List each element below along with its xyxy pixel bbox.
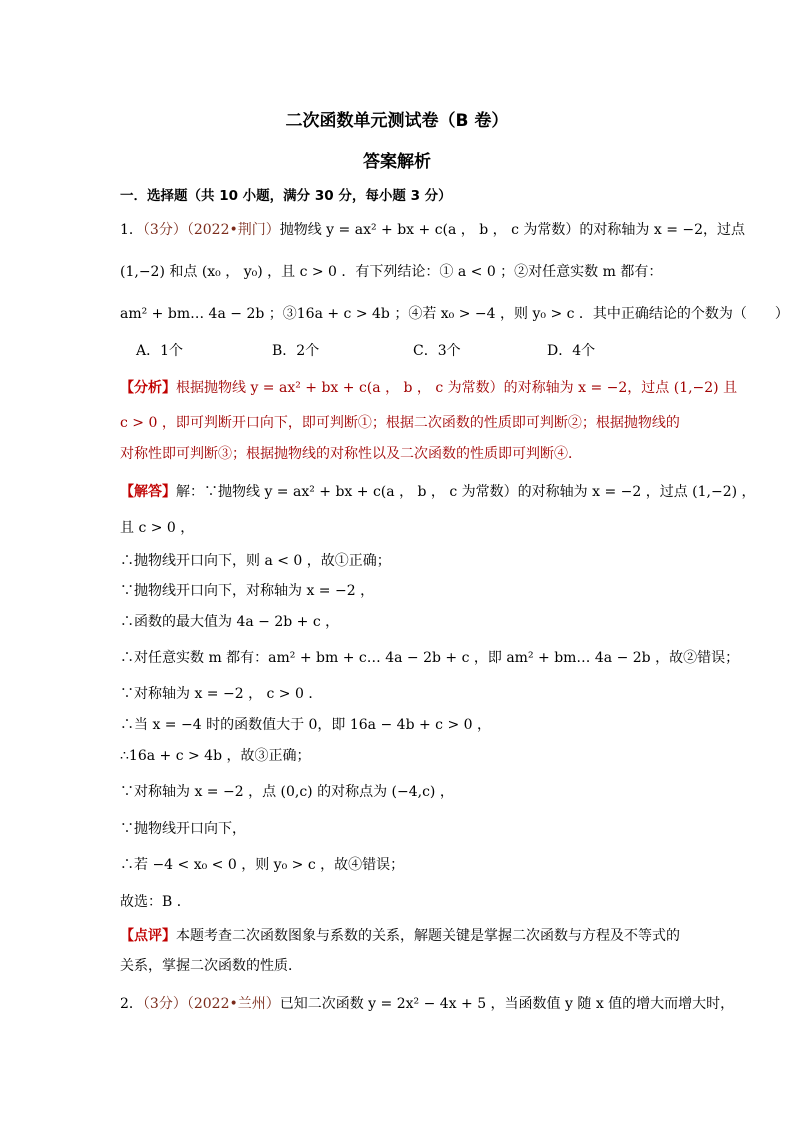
solution-line: ∴若 −4 < x₀ < 0 ，则 y₀ > c ，故④错误； xyxy=(120,857,405,873)
question-number: 2． xyxy=(120,996,143,1012)
comment-tag: 【点评】 xyxy=(120,928,176,944)
question-number: 1． xyxy=(120,222,143,238)
question-1-line-3: am² + bm… 4a − 2b ；③16a + c > 4b ；④若 x₀ > −4 ，则 y₀ > c ．其中正确结论的个数为（ ） xyxy=(120,306,789,322)
solution-line: ∴当 x = −4 时的函数值大于 0，即 16a − 4b + c > 0 ， xyxy=(120,717,491,733)
question-score: （3分） xyxy=(142,996,187,1012)
solution-line: ∴16a + c > 4b ，故③正确； xyxy=(120,748,311,764)
analysis-text: 根据抛物线 y = ax² + bx + c(a ， b ， c 为常数）的对称轴为 x = −2，过点 (1,−2) 且 xyxy=(176,380,738,396)
question-1-options xyxy=(136,341,595,361)
question-source: （2022•兰州） xyxy=(186,996,280,1012)
solution-line-1 xyxy=(120,482,756,502)
comment-text: 本题考查二次函数图象与系数的关系，解题关键是掌握二次函数与方程及不等式的 xyxy=(176,928,680,944)
analysis-tag: 【分析】 xyxy=(120,380,176,396)
page-title: 二次函数单元测试卷（B 卷） xyxy=(285,111,509,131)
solution-line: 故选：B ． xyxy=(120,894,191,910)
solution-line: 且 c > 0 ， xyxy=(120,520,195,536)
question-text: 已知二次函数 y = 2x² − 4x + 5 ，当函数值 y 随 x 值的增大而增大时， xyxy=(279,996,735,1012)
solution-line: ∴函数的最大值为 4a − 2b + c ， xyxy=(120,614,340,630)
solution-line: ∵对称轴为 x = −2 ，点 (0,c) 的对称点为 (−4,c) ， xyxy=(120,784,454,800)
solution-text: 解：∵抛物线 y = ax² + bx + c(a ， b ， c 为常数）的对称轴为 x = −2 ，过点 (1,−2) ， xyxy=(176,484,756,500)
solution-line: ∵对称轴为 x = −2 ， c > 0 ． xyxy=(120,686,323,702)
question-1-line-2: (1,−2) 和点 (x₀ ， y₀) ，且 c > 0 ．有下列结论：① a < 0 ；②对任意实数 m 都有： xyxy=(120,264,663,280)
solution-tag: 【解答】 xyxy=(120,484,176,500)
question-1-line-1 xyxy=(120,220,745,240)
solution-line: ∴对任意实数 m 都有：am² + bm + c… 4a − 2b + c ，即 am² + bm… 4a − 2b ，故②错误； xyxy=(120,650,740,666)
question-2-line-1 xyxy=(120,994,734,1014)
question-source: （2022•荆门） xyxy=(186,222,280,238)
question-text: 抛物线 y = ax² + bx + c(a ， b ， c 为常数）的对称轴为 x = −2，过点 xyxy=(279,222,746,238)
option-d: D．4个 xyxy=(547,343,596,359)
solution-line: ∵抛物线开口向下， xyxy=(120,821,246,837)
comment-line-1 xyxy=(120,926,680,946)
option-c: C．3个 xyxy=(413,343,461,359)
option-a: A．1个 xyxy=(136,343,184,359)
page-subtitle: 答案解析 xyxy=(363,152,431,172)
question-score: （3分） xyxy=(142,222,187,238)
analysis-line-2: c > 0 ，即可判断开口向下，即可判断①；根据二次函数的性质即可判断②；根据抛物线的 xyxy=(120,415,680,431)
option-b: B．2个 xyxy=(272,343,320,359)
comment-line-2: 关系，掌握二次函数的性质． xyxy=(120,958,302,974)
analysis-line-3: 对称性即可判断③；根据抛物线的对称性以及二次函数的性质即可判断④． xyxy=(120,446,582,462)
solution-line: ∵抛物线开口向下，对称轴为 x = −2 ， xyxy=(120,583,375,599)
solution-line: ∴抛物线开口向下，则 a < 0 ，故①正确； xyxy=(120,553,391,569)
section-heading: 一．选择题（共 10 小题，满分 30 分，每小题 3 分） xyxy=(120,188,452,204)
analysis-line-1 xyxy=(120,378,737,398)
